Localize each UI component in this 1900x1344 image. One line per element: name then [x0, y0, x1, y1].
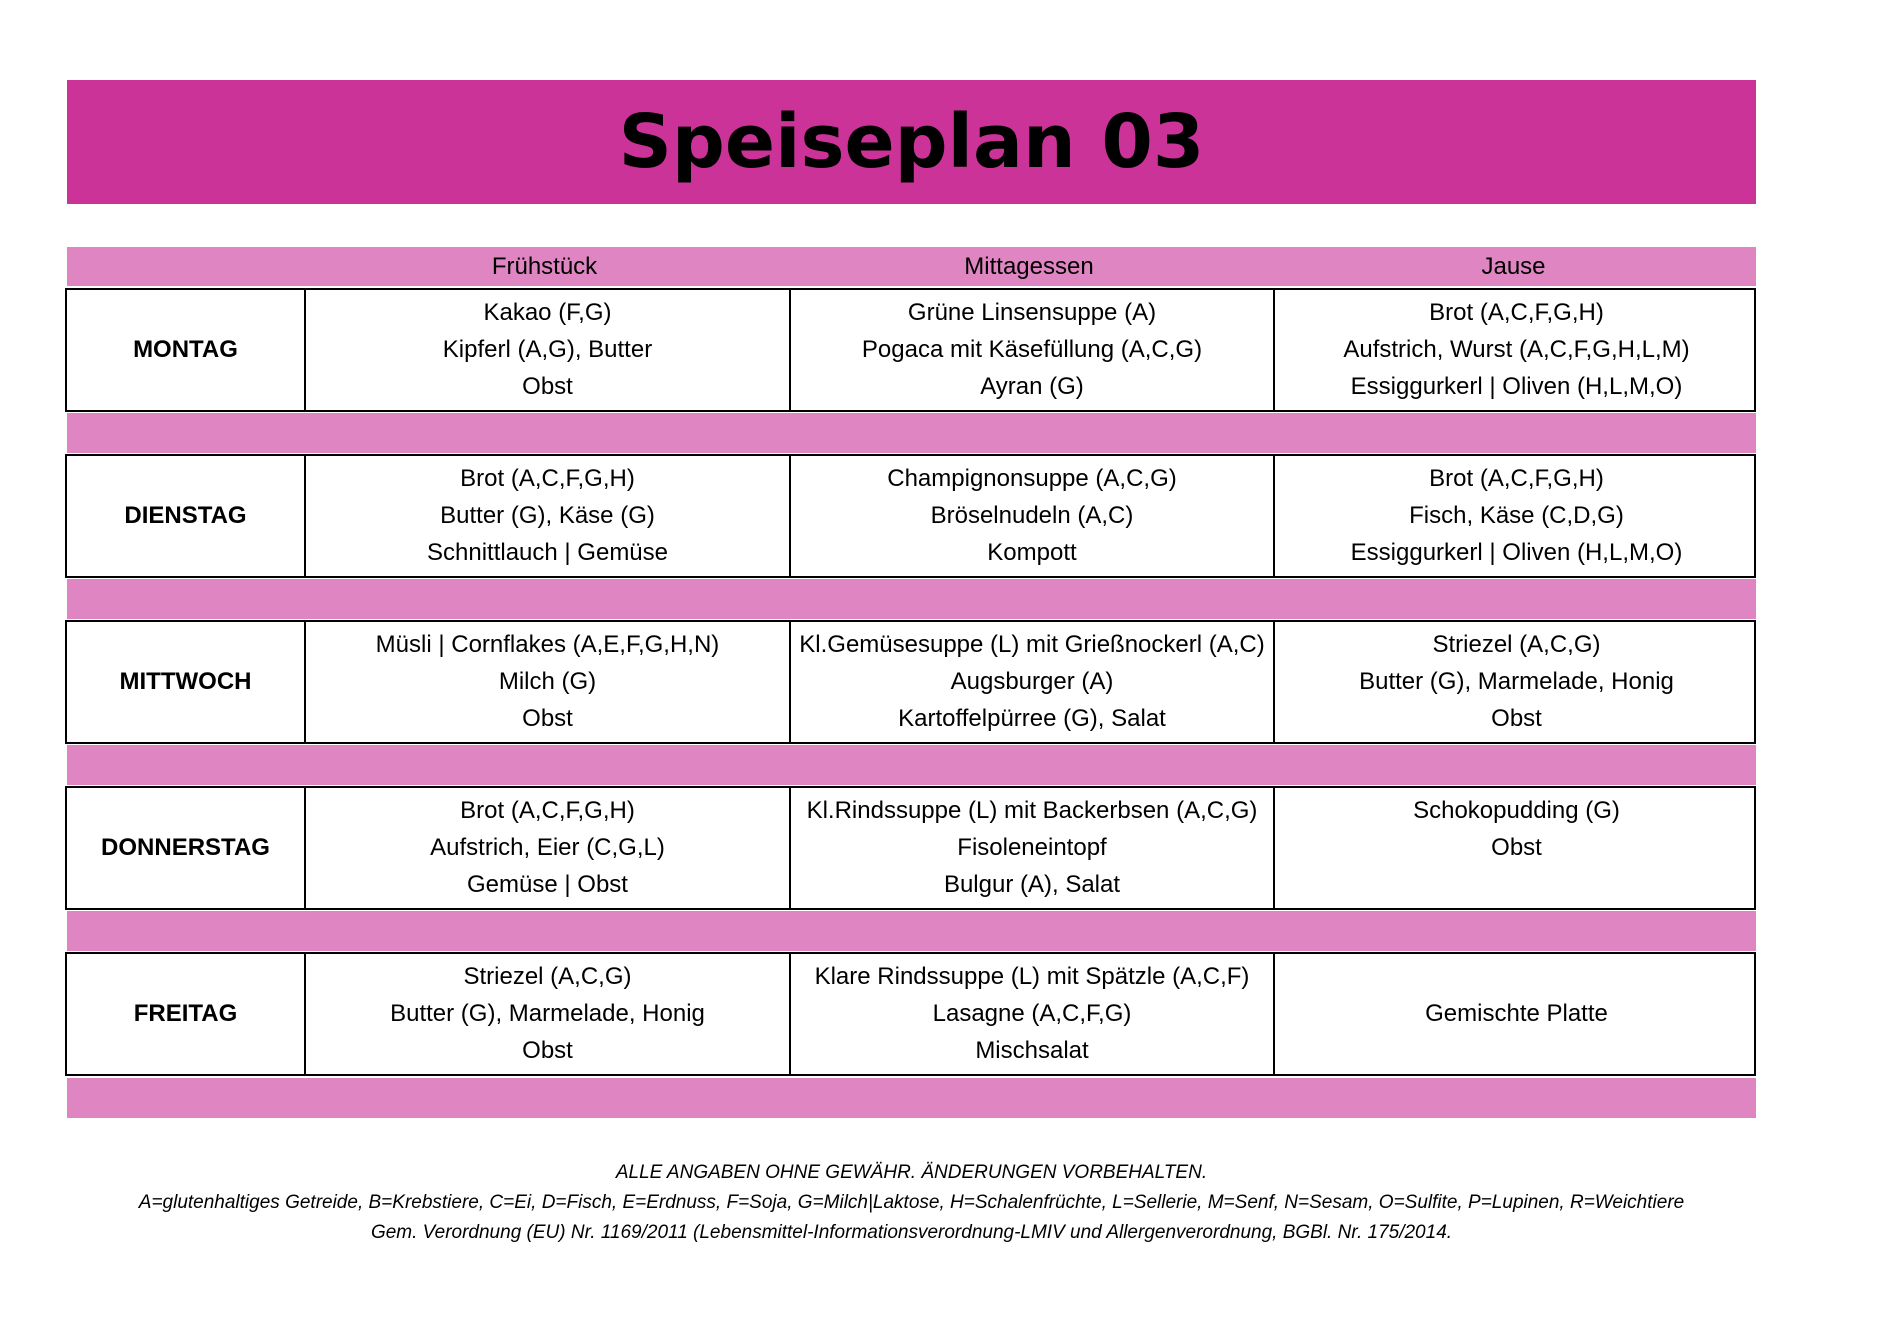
menu-item: Pogaca mit Käsefüllung (A,C,G)	[861, 336, 1203, 363]
menu-item: Champignonsuppe (A,C,G)	[887, 465, 1177, 492]
menu-item: Butter (G), Käse (G)	[440, 502, 655, 529]
cell-jause	[1273, 622, 1758, 742]
menu-item: Schokopudding (G)	[1413, 797, 1620, 824]
day-row-montag	[65, 288, 1756, 412]
menu-item: Kakao (F,G)	[483, 299, 612, 326]
cell-mittagessen	[789, 622, 1273, 742]
menu-item: Brot (A,C,F,G,H)	[460, 465, 635, 492]
cell-fruehstueck	[304, 954, 789, 1074]
menu-item: Obst	[522, 705, 573, 732]
column-header-mittagessen: Mittagessen	[964, 253, 1094, 280]
cell-mittagessen	[789, 788, 1273, 908]
day-row-mittwoch	[65, 620, 1756, 744]
day-name: FREITAG	[133, 1000, 238, 1027]
menu-item: Lasagne (A,C,F,G)	[932, 1000, 1132, 1027]
menu-item: Kipferl (A,G), Butter	[442, 336, 653, 363]
menu-item: Augsburger (A)	[950, 668, 1114, 695]
page-title: Speiseplan 03	[618, 99, 1205, 185]
menu-item: Kartoffelpürree (G), Salat	[898, 705, 1166, 732]
separator-strip	[67, 413, 1756, 453]
cell-jause	[1273, 788, 1758, 908]
menu-item: Aufstrich, Eier (C,G,L)	[430, 834, 665, 861]
menu-item: Gemischte Platte	[1425, 1000, 1608, 1027]
title-band	[67, 80, 1756, 204]
menu-item: Müsli | Cornflakes (A,E,F,G,H,N)	[375, 631, 720, 658]
separator-strip	[67, 911, 1756, 951]
menu-item: Obst	[1491, 705, 1542, 732]
menu-item: Bulgur (A), Salat	[943, 871, 1121, 898]
day-label	[67, 290, 304, 410]
menu-item: Brot (A,C,F,G,H)	[1429, 299, 1604, 326]
menu-item: Ayran (G)	[980, 373, 1084, 400]
menu-item: Schnittlauch | Gemüse	[426, 539, 669, 566]
menu-item: Striezel (A,C,G)	[1432, 631, 1601, 658]
cell-fruehstueck	[304, 622, 789, 742]
menu-item: Obst	[522, 373, 573, 400]
cell-jause	[1273, 456, 1758, 576]
column-header-row	[67, 247, 1756, 286]
day-row-dienstag	[65, 454, 1756, 578]
day-label	[67, 954, 304, 1074]
day-label	[67, 788, 304, 908]
menu-item: Grüne Linsensuppe (A)	[907, 299, 1157, 326]
regulation-note: Gem. Verordnung (EU) Nr. 1169/2011 (Lebensmittel-Informationsverordnung-LMIV und Allergenverordnung, BGBl. Nr. 175/2014.	[370, 1222, 1453, 1243]
menu-item: Brot (A,C,F,G,H)	[1429, 465, 1604, 492]
menu-item: Butter (G), Marmelade, Honig	[390, 1000, 705, 1027]
cell-mittagessen	[789, 954, 1273, 1074]
menu-item: Kompott	[987, 539, 1077, 566]
menu-item: Bröselnudeln (A,C)	[930, 502, 1134, 529]
day-label	[67, 456, 304, 576]
menu-item	[1513, 871, 1520, 899]
column-header-fruehstueck: Frühstück	[491, 253, 598, 280]
cell-fruehstueck	[304, 290, 789, 410]
separator-strip	[67, 1078, 1756, 1118]
menu-item: Fisoleneintopf	[957, 834, 1107, 861]
day-name: MITTWOCH	[119, 668, 252, 695]
menu-item: Aufstrich, Wurst (A,C,F,G,H,L,M)	[1343, 336, 1690, 363]
footer-notes	[67, 1158, 1756, 1248]
cell-mittagessen	[789, 456, 1273, 576]
cell-jause	[1273, 290, 1758, 410]
day-name: MONTAG	[133, 336, 238, 363]
menu-item: Mischsalat	[975, 1037, 1089, 1064]
column-header-jause: Jause	[1481, 253, 1546, 280]
menu-item: Obst	[522, 1037, 573, 1064]
separator-strip	[67, 745, 1756, 785]
cell-fruehstueck	[304, 788, 789, 908]
menu-item: Gemüse | Obst	[467, 871, 628, 898]
menu-item: Kl.Gemüsesuppe (L) mit Grießnockerl (A,C)	[799, 631, 1265, 658]
day-row-donnerstag	[65, 786, 1756, 910]
menu-item: Essiggurkerl | Oliven (H,L,M,O)	[1350, 539, 1683, 566]
menu-item: Essiggurkerl | Oliven (H,L,M,O)	[1350, 373, 1683, 400]
disclaimer-text: ALLE ANGABEN OHNE GEWÄHR. ÄNDERUNGEN VORBEHALTEN.	[615, 1162, 1208, 1183]
menu-item: Striezel (A,C,G)	[463, 963, 632, 990]
cell-fruehstueck	[304, 456, 789, 576]
allergen-legend: A=glutenhaltiges Getreide, B=Krebstiere, C=Ei, D=Fisch, E=Erdnuss, F=Soja, G=Milch|Laktose, H=Schalenfrüchte, L=Sellerie, M=Senf, N=Sesam, O=Sulfite, P=Lupinen, R=Weichtiere	[138, 1192, 1685, 1213]
menu-item: Brot (A,C,F,G,H)	[460, 797, 635, 824]
cell-mittagessen	[789, 290, 1273, 410]
menu-item: Klare Rindssuppe (L) mit Spätzle (A,C,F)	[814, 963, 1250, 990]
day-name: DIENSTAG	[124, 502, 247, 529]
menu-item: Butter (G), Marmelade, Honig	[1359, 668, 1674, 695]
menu-item: Fisch, Käse (C,D,G)	[1409, 502, 1624, 529]
separator-strip	[67, 579, 1756, 619]
menu-item: Milch (G)	[498, 668, 597, 695]
cell-jause	[1273, 954, 1758, 1074]
day-name: DONNERSTAG	[101, 834, 270, 861]
day-row-freitag	[65, 952, 1756, 1076]
menu-item: Kl.Rindssuppe (L) mit Backerbsen (A,C,G)	[806, 797, 1258, 824]
day-label	[67, 622, 304, 742]
menu-item: Obst	[1491, 834, 1542, 861]
